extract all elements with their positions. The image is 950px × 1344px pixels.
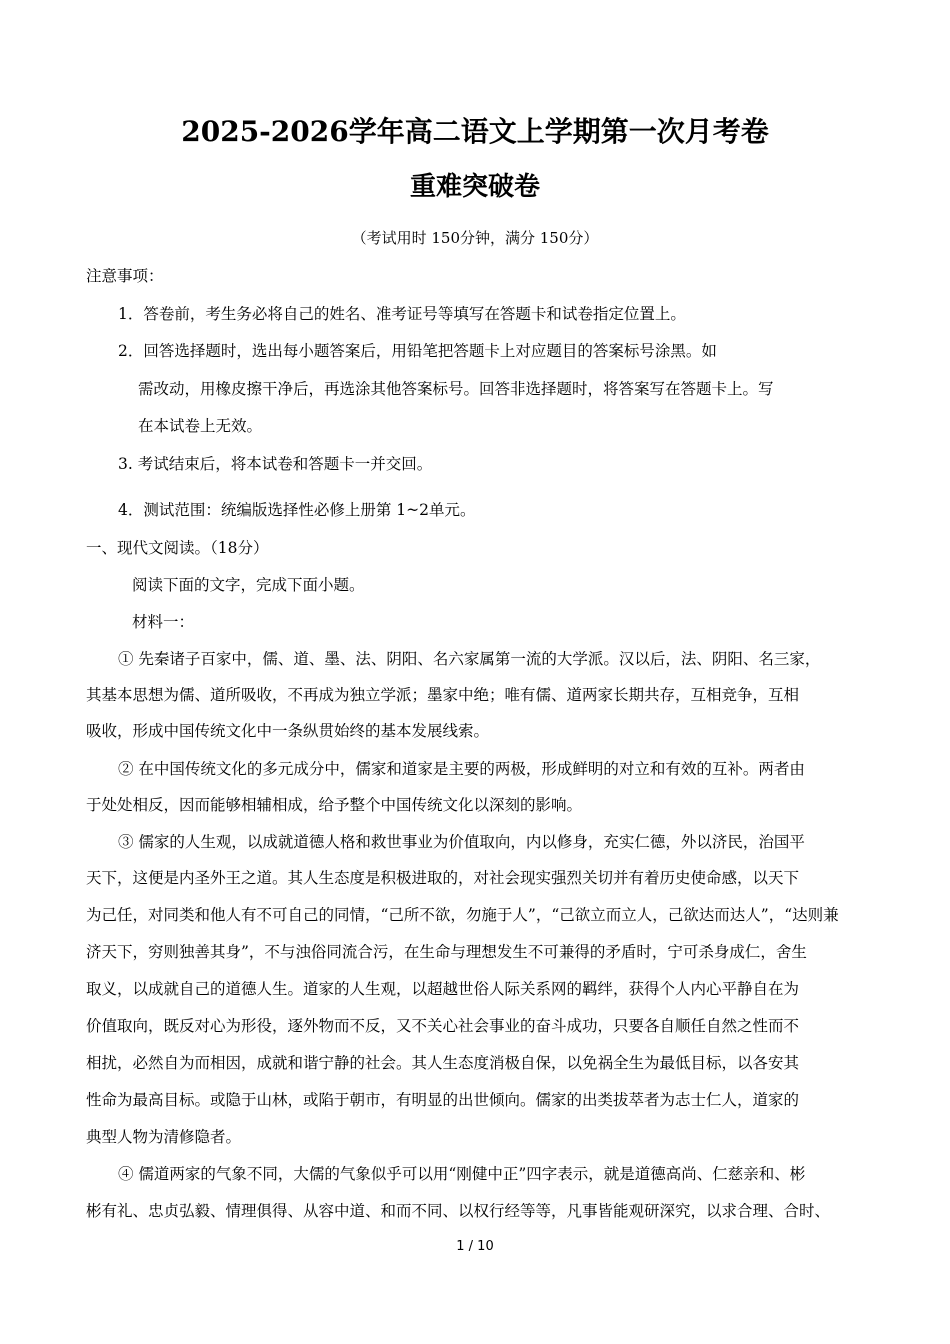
exam-info: （考试用时 150分钟，满分 150分）	[351, 229, 599, 247]
note-item: 2．回答选择题时，选出每小题答案后，用铅笔把答题卡上对应题目的答案标号涂黑。如	[118, 342, 717, 360]
note-item-continued: 在本试卷上无效。	[138, 417, 263, 435]
material-label: 材料一：	[132, 613, 195, 631]
paragraph-line: 吸收，形成中国传统文化中一条纵贯始终的基本发展线索。	[86, 722, 490, 740]
section-heading: 一、现代文阅读。（18分）	[86, 539, 269, 557]
paragraph-line: 济天下，穷则独善其身”，不与浊俗同流合污，在生命与理想发生不可兼得的矛盾时，宁可杀身成仁，舍生	[86, 943, 807, 961]
paragraph-line: 性命为最高目标。或隐于山林，或陷于朝市，有明显的出世倾向。儒家的出类拔萃者为志士仁人，道家的	[86, 1091, 800, 1109]
notes-heading: 注意事项：	[86, 267, 164, 285]
note-item: 3. 考试结束后，将本试卷和答题卡一并交回。	[118, 455, 433, 473]
paragraph-line: 为己任，对同类和他人有不可自己的同情，“己所不欲，勿施于人”，“己欲立而立人，己欲达而达人”，“达则兼	[86, 906, 839, 924]
note-item: 1．答卷前，考生务必将自己的姓名、准考证号等填写在答题卡和试卷指定位置上。	[118, 305, 686, 323]
exam-subtitle: 重难突破卷	[409, 172, 540, 202]
note-item: 4．测试范围：统编版选择性必修上册第 1~2单元。	[118, 501, 476, 519]
paragraph-line: 典型人物为清修隐者。	[86, 1128, 242, 1146]
paragraph-line: ② 在中国传统文化的多元成分中，儒家和道家是主要的两极，形成鲜明的对立和有效的互补。两者由	[118, 760, 805, 778]
page-number: 1 / 10	[456, 1239, 494, 1254]
paragraph-line: 价值取向，既反对心为形役，逐外物而不反，又不关心社会事业的奋斗成功，只要各自顺任自然之性而不	[86, 1017, 800, 1035]
paragraph-line: 取义，以成就自己的道德人生。道家的人生观，以超越世俗人际关系网的羁绊，获得个人内心平静自在为	[86, 980, 800, 998]
section-instruction: 阅读下面的文字，完成下面小题。	[132, 576, 365, 594]
paragraph-line: ④ 儒道两家的气象不同，大儒的气象似乎可以用“刚健中正”四字表示，就是道德高尚、仁慈亲和、彬	[118, 1165, 806, 1183]
paragraph-line: 彬有礼、忠贞弘毅、情理俱得、从容中道、和而不同、以权行经等等，凡事皆能观研深究，以求合理、合时、	[86, 1202, 831, 1220]
paragraph-line: 相扰，必然自为而相因，成就和谐宁静的社会。其人生态度消极自保，以免祸全生为最低目标，以各安其	[86, 1054, 800, 1072]
paragraph-line: 于处处相反，因而能够相辅相成，给予整个中国传统文化以深刻的影响。	[86, 796, 583, 814]
exam-title: 2025-2026学年高二语文上学期第一次月考卷	[181, 115, 769, 148]
paragraph-line: 天下，这便是内圣外王之道。其人生态度是积极进取的，对社会现实强烈关切并有着历史使命感，以天下	[86, 869, 800, 887]
paragraph-line: ③ 儒家的人生观，以成就道德人格和救世事业为价值取向，内以修身，充实仁德，外以济民，治国平	[118, 833, 805, 851]
note-item-continued: 需改动，用橡皮擦干净后，再选涂其他答案标号。回答非选择题时，将答案写在答题卡上。写	[138, 380, 774, 398]
paragraph-line: ① 先秦诸子百家中，儒、道、墨、法、阴阳、名六家属第一流的大学派。汉以后，法、阴阳、名三家，	[118, 650, 821, 668]
paragraph-line: 其基本思想为儒、道所吸收，不再成为独立学派；墨家中绝；唯有儒、道两家长期共存，互相竞争，互相	[86, 686, 800, 704]
